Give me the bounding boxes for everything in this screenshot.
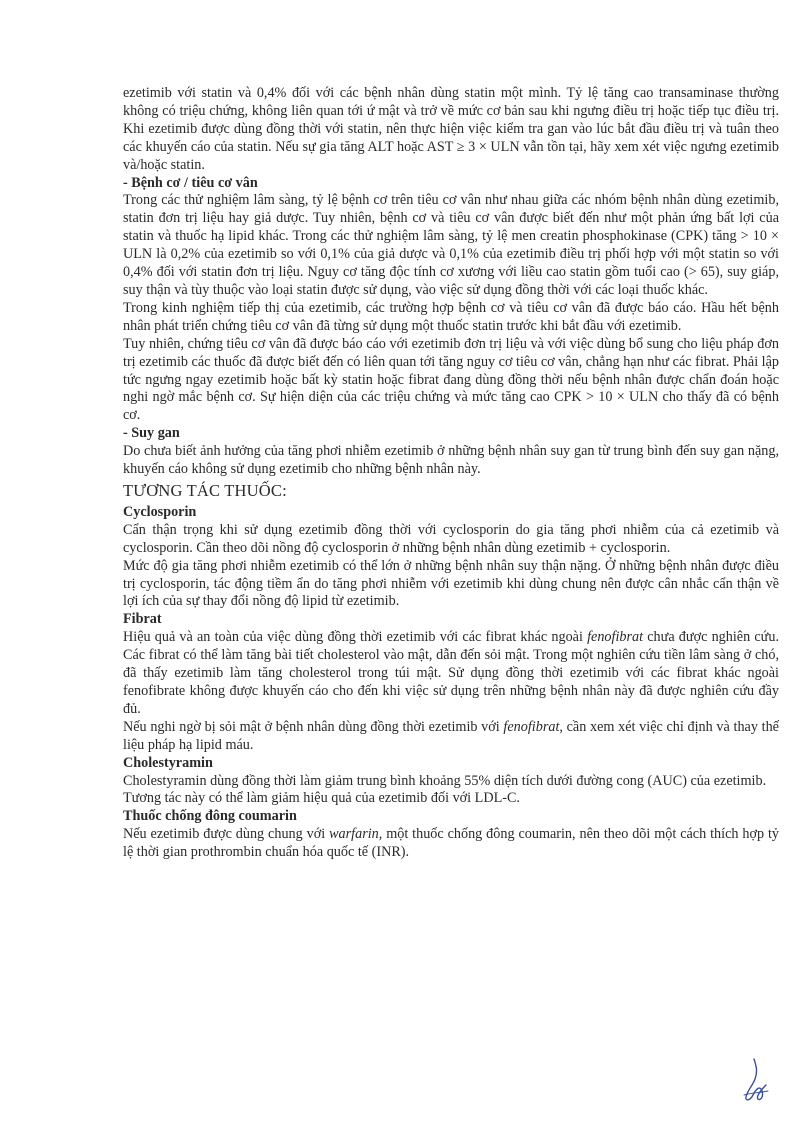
fibrat-paragraph-1 bbox=[123, 629, 779, 719]
fibrat-p2-text-b: , cần xem xét việc chỉ định và thay thế liệu pháp hạ lipid máu. bbox=[123, 718, 779, 753]
intro-paragraph: ezetimib với statin và 0,4% đối với các bệnh nhân dùng statin một mình. Tỷ lệ tăng cao transaminase thường không có triệu chứng, không liên quan tới ứ mật và trở về mức cơ bản sau khi ngưng điều trị hoặc tiếp tục điều trị. Khi ezetimib được dùng đồng thời với statin, nên thực hiện việc kiểm tra gan vào lúc bắt đầu điều trị và tuân theo các khuyến cáo của statin. Nếu sự gia tăng ALT hoặc AST ≥ 3 × ULN vẫn tồn tại, hãy xem xét việc ngưng ezetimib và/hoặc statin. bbox=[123, 85, 779, 173]
fibrat-p1-italic: fenofibrat bbox=[587, 629, 644, 646]
myopathy-heading: - Bệnh cơ / tiêu cơ vân bbox=[123, 174, 258, 191]
fibrat-heading: Fibrat bbox=[123, 611, 162, 628]
cholestyramin-heading: Cholestyramin bbox=[123, 754, 213, 771]
myopathy-paragraph-3: Tuy nhiên, chứng tiêu cơ vân đã được báo cáo với ezetimib đơn trị liệu và với việc dùng bổ sung cho liệu pháp đơn trị ezetimib các thuốc đã được biết đến có liên quan tới tăng nguy cơ tiêu cơ vân, chẳng hạn như các fibrat. Phải lập tức ngưng ngay ezetimib hoặc bất kỳ statin hoặc fibrat đang dùng đồng thời nếu bệnh nhân được chẩn đoán hoặc nghi ngờ mắc bệnh cơ. Sự hiện diện của các triệu chứng và mức tăng cao CPK > 10 × ULN cho thấy đã có bệnh cơ. bbox=[123, 335, 780, 424]
liver-paragraph: Do chưa biết ảnh hưởng của tăng phơi nhiễm ezetimib ở những bệnh nhân suy gan từ trung bình đến suy gan nặng, khuyến cáo không sử dụng ezetimib cho những bệnh nhân này. bbox=[123, 443, 779, 478]
myopathy-paragraph-1: Trong các thử nghiệm lâm sàng, tỷ lệ bệnh cơ trên tiêu cơ vân như nhau giữa các nhóm bệnh nhân dùng ezetimib, statin đơn trị liệu hay giả dược. Tuy nhiên, bệnh cơ và tiêu cơ vân được biết đến như một phản ứng bất lợi của statin và thuốc hạ lipid khác. Trong các thử nghiệm lâm sàng, tỷ lệ men creatin phosphokinase (CPK) tăng > 10 × ULN là 0,2% của ezetimib so với 0,1% của giả dược và 0,1% của ezetimib điều trị phối hợp với một statin so với 0,4% đối với statin đơn trị liệu. Nguy cơ tăng độc tính cơ xương với liều cao statin gồm tuổi cao (> 65), suy giáp, suy thận và tùy thuộc vào loại statin được sử dụng, vào việc sử dụng đồng thời với các loại thuốc khác. bbox=[123, 192, 779, 298]
myopathy-paragraph-2: Trong kinh nghiệm tiếp thị của ezetimib, các trường hợp bệnh cơ và tiêu cơ vân đã được báo cáo. Hầu hết bệnh nhân phát triển chứng tiêu cơ vân đã từng sử dụng một thuốc statin trước khi bắt đầu với ezetimib. bbox=[123, 299, 779, 334]
cholestyramin-paragraph-2: Tương tác này có thể làm giảm hiệu quả của ezetimib đối với LDL-C. bbox=[123, 790, 520, 807]
cyclosporin-heading: Cyclosporin bbox=[123, 503, 197, 520]
coumarin-text-b: , một thuốc chống đông coumarin, nên theo dõi một cách thích hợp tỷ lệ thời gian prothrombin chuẩn hóa quốc tế (INR). bbox=[123, 826, 779, 861]
drug-interactions-heading: TƯƠNG TÁC THUỐC: bbox=[123, 480, 287, 500]
fibrat-p2-text-a: Nếu nghi ngờ bị sỏi mật ở bệnh nhân dùng đồng thời ezetimib với bbox=[123, 718, 504, 735]
cyclosporin-paragraph-1: Cẩn thận trọng khi sử dụng ezetimib đồng thời với cyclosporin do gia tăng phơi nhiễm của cả ezetimib và cyclosporin. Cần theo dõi nồng độ cyclosporin ở những bệnh nhân dùng ezetimib + cyclosporin. bbox=[123, 521, 779, 556]
fibrat-paragraph-2 bbox=[123, 719, 779, 755]
fibrat-p2-italic: fenofibrat bbox=[503, 718, 560, 735]
initials-signature-icon bbox=[734, 1055, 774, 1103]
fibrat-p1-text-b: chưa được nghiên cứu. Các fibrat có thể làm tăng bài tiết cholesterol vào mật, dẫn đến sỏi mật. Trong một nghiên cứu tiền lâm sàng ở chó, đã thấy ezetimib làm tăng cholesterol trong túi mật. Sử dụng đồng thời ezetimib với các fibrat khác ngoài fenofibrate không được khuyến cáo cho đến khi việc sử dụng trên những bệnh nhân này đã được nghiên cứu đầy đủ. bbox=[123, 629, 780, 717]
coumarin-text-a: Nếu ezetimib được dùng chung với bbox=[123, 826, 330, 843]
cholestyramin-paragraph-1: Cholestyramin dùng đồng thời làm giảm trung bình khoảng 55% diện tích dưới đường cong (AUC) của ezetimib. bbox=[123, 772, 767, 789]
cyclosporin-paragraph-2: Mức độ gia tăng phơi nhiễm ezetimib có thể lớn ở những bệnh nhân suy thận nặng. Ở những bệnh nhân được điều trị cyclosporin, tác động tiềm ẩn do tăng phơi nhiễm với ezetimib khi dùng chung nên được cân nhắc cẩn thận về lợi ích của sự thay đổi nồng độ lipid từ ezetimib. bbox=[123, 557, 779, 610]
document-page bbox=[123, 85, 779, 862]
liver-heading: - Suy gan bbox=[123, 425, 180, 442]
coumarin-heading: Thuốc chống đông coumarin bbox=[123, 808, 297, 825]
coumarin-italic: warfarin bbox=[329, 826, 379, 843]
coumarin-paragraph bbox=[123, 826, 779, 862]
fibrat-p1-text-a: Hiệu quả và an toàn của việc dùng đồng thời ezetimib với các fibrat khác ngoài bbox=[123, 629, 588, 646]
